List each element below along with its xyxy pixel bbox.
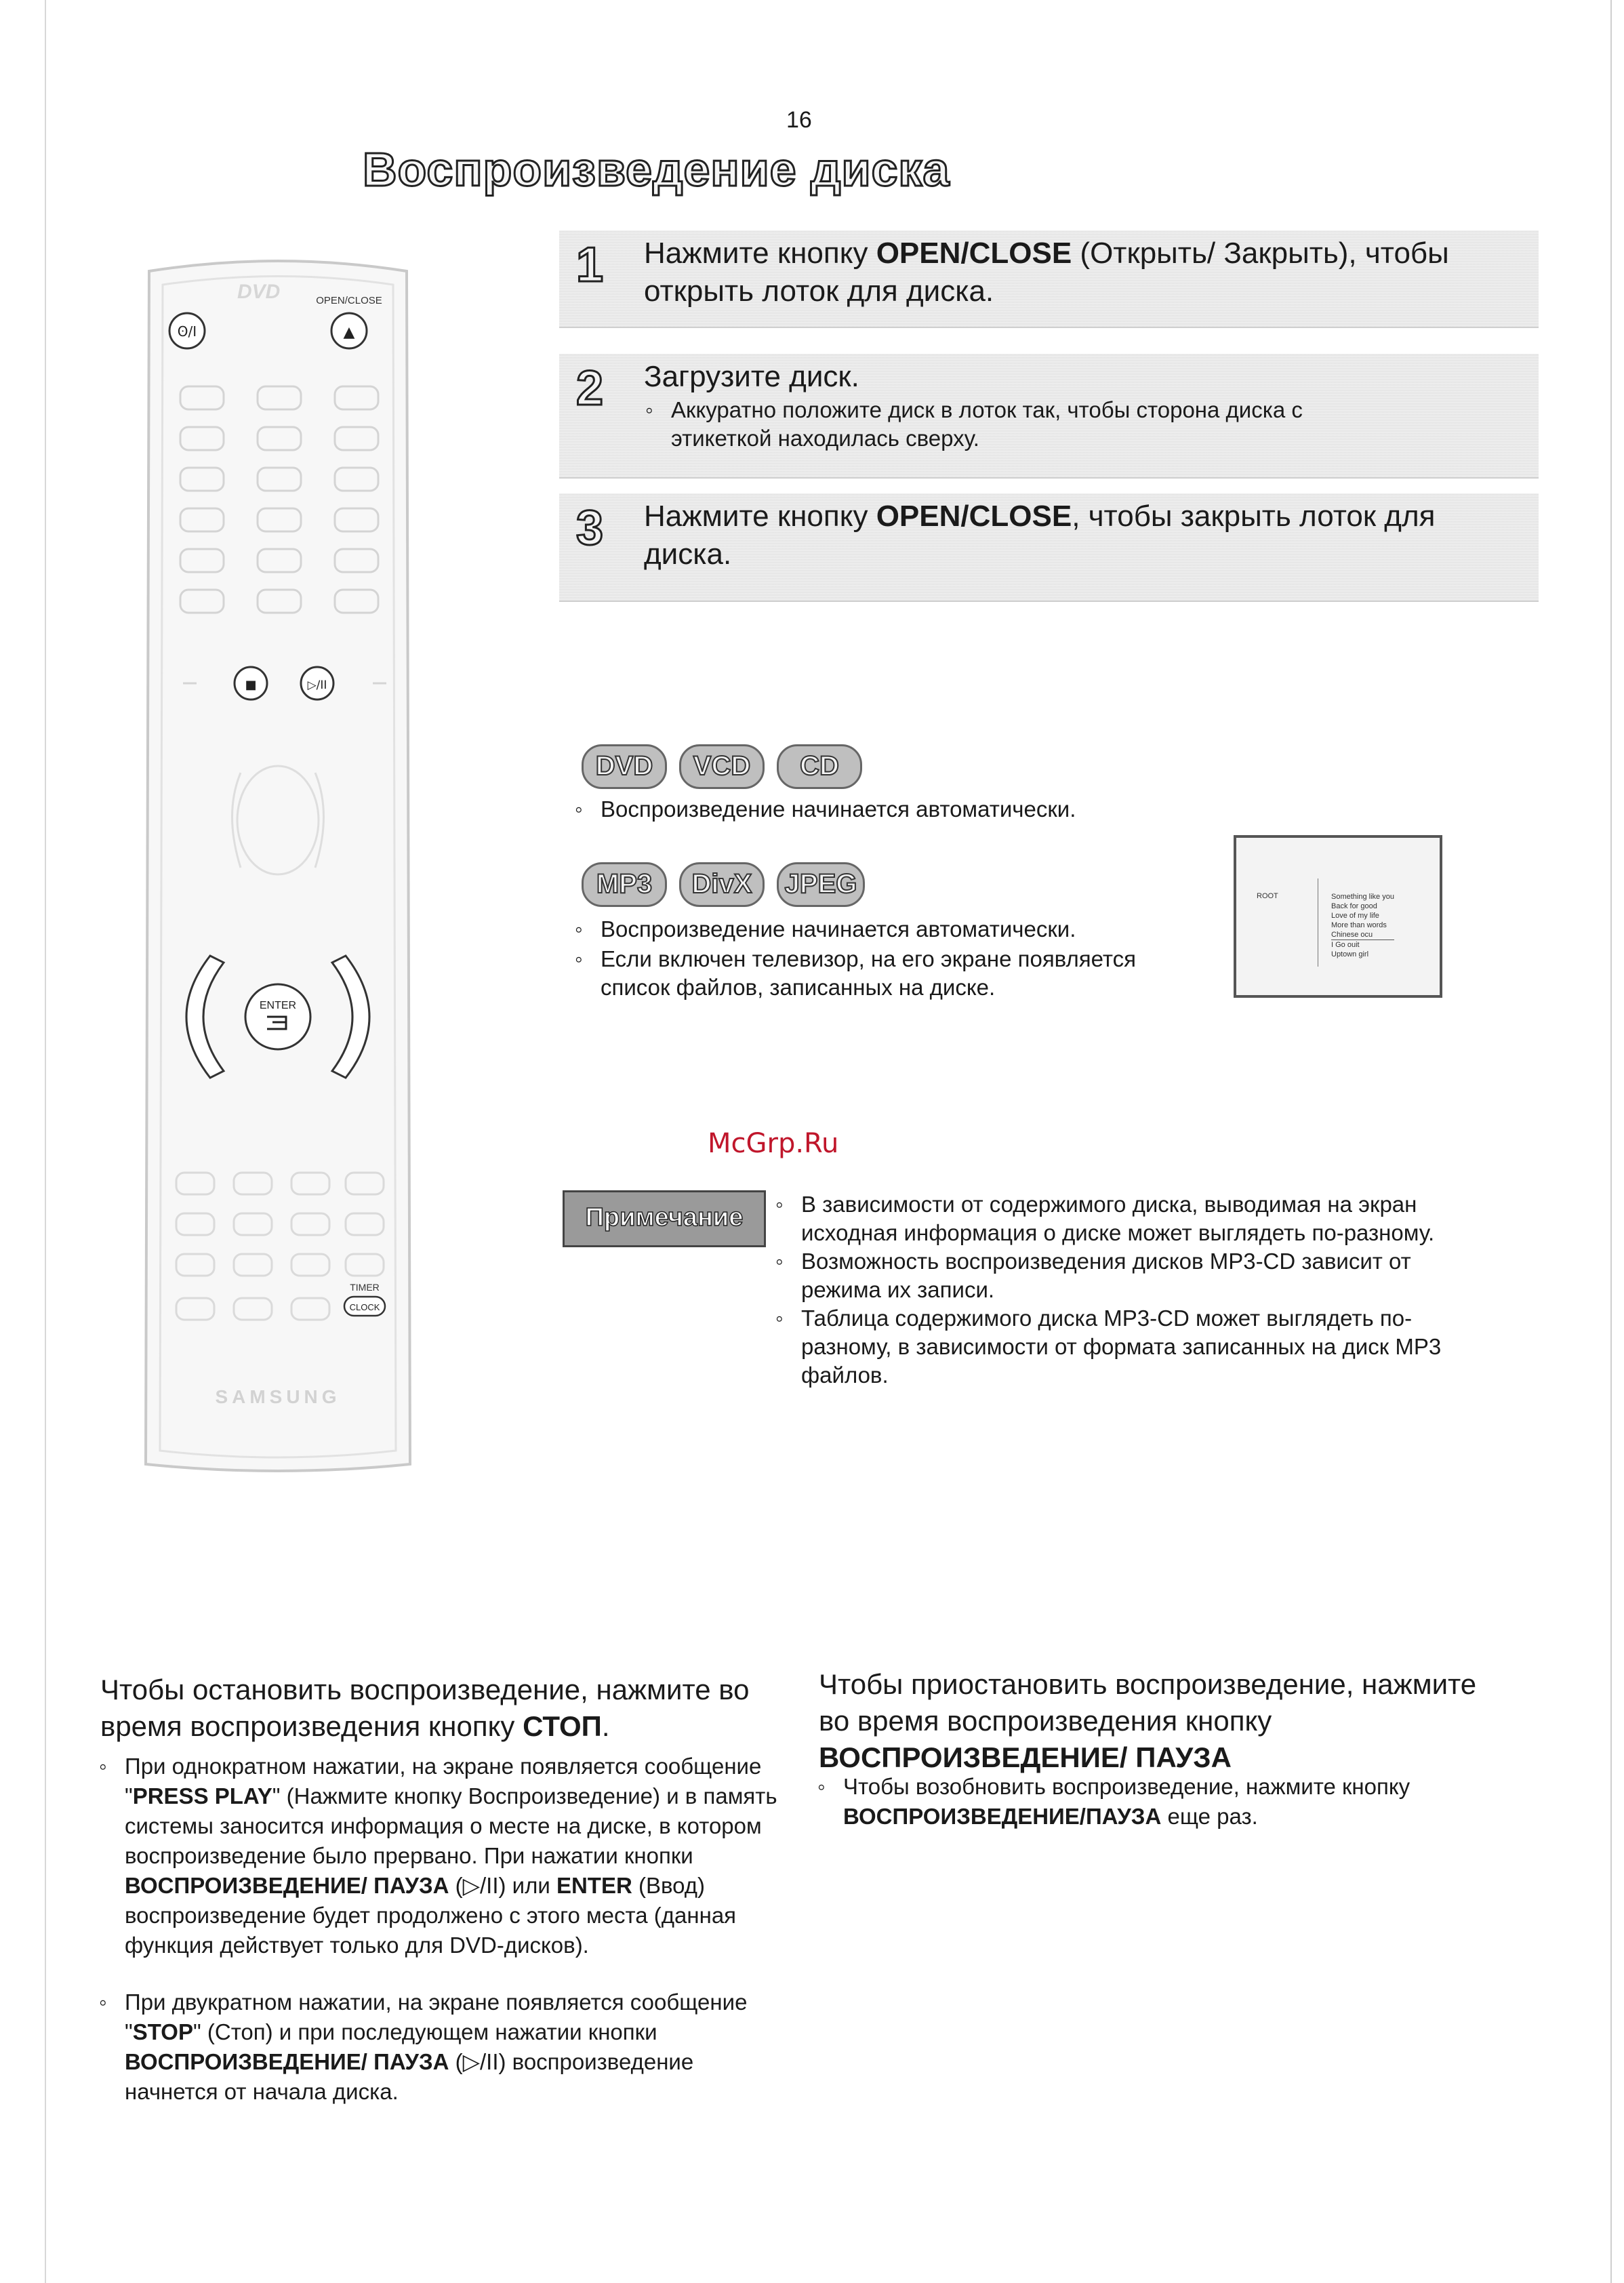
stop-bullet-1: ◦ При однократном нажатии, на экране появляется сообщение "PRESS PLAY" (Нажмите кнопку Воспроизведение) и в память системы заносится информация о месте на диске, в котором воспроизведение было прервано. При нажатии кнопки ВОСПРОИЗВЕДЕНИЕ/ ПАУЗА (▷/II) или ENTER (Ввод) воспроизведение будет продолжено с этого места (данная функция действует только для DVD-дисков).: [125, 1752, 789, 1960]
cd-badge: CD: [777, 744, 862, 789]
step-3-box: [559, 493, 1539, 602]
clock-label: CLOCK: [349, 1302, 380, 1312]
stop-heading: Чтобы остановить воспроизведение, нажмите во время воспроизведения кнопку СТОП.: [100, 1674, 750, 1742]
step-2-sub: ◦ Аккуратно положите диск в лоток так, чтобы сторона диска с этикеткой находилась сверху.: [671, 396, 1389, 453]
step-1-text: Нажмите кнопку OPEN/CLOSE (Открыть/ Закрыть), чтобы открыть лоток для диска.: [644, 237, 1449, 308]
screen-file: More than words: [1331, 921, 1387, 929]
jpeg-badge: JPEG: [777, 862, 865, 907]
group-2-bullet-2: ◦ Если включен телевизор, на его экране появляется список файлов, записанных на диске.: [601, 945, 1177, 1002]
watermark: McGrp.Ru: [708, 1128, 839, 1159]
divx-badge: DivX: [679, 862, 765, 907]
timer-label: TIMER: [350, 1282, 380, 1293]
remote-logo: DVD: [237, 281, 281, 303]
step-1-box: [559, 230, 1539, 328]
mp3-badge: MP3: [582, 862, 667, 907]
group-2-bullet-1: ◦ Воспроизведение начинается автоматически.: [601, 915, 1211, 944]
group-1-bullet: ◦ Воспроизведение начинается автоматически.: [601, 795, 1211, 824]
page-title: Воспроизведение диска: [363, 143, 950, 196]
eject-symbol: ▲: [343, 324, 355, 341]
screen-file: I Go ouit: [1331, 941, 1360, 949]
dvd-badge: DVD: [582, 744, 667, 789]
page-number: 16: [786, 107, 812, 133]
screen-file: Love of my life: [1331, 912, 1379, 920]
screen-file: Back for good: [1331, 902, 1377, 910]
screen-root-label: ROOT: [1257, 892, 1278, 900]
step-1-number: 1: [576, 238, 604, 292]
stop-bullet-2: ◦ При двукратном нажатии, на экране появляется сообщение "STOP" (Стоп) и при последующем нажатии кнопки ВОСПРОИЗВЕДЕНИЕ/ ПАУЗА (▷/II) воспроизведение начнется от начала диска.: [125, 1987, 789, 2107]
screen-file-list: [1331, 892, 1394, 959]
remote-open-close-label: OPEN/CLOSE: [316, 295, 382, 306]
note-bullet-1: ◦ В зависимости от содержимого диска, выводимая на экран исходная информация о диске может выглядеть по-разному.: [801, 1190, 1486, 1247]
left-scan-edge: [45, 0, 46, 2283]
screen-file: Something like you: [1331, 893, 1394, 901]
pause-heading: Чтобы приостановить воспроизведение, нажмите во время воспроизведения кнопку ВОСПРОИЗВЕДЕНИЕ/ ПАУЗА: [819, 1668, 1477, 1773]
step-2-text: Загрузите диск.: [644, 360, 859, 393]
power-symbol: ʘ/I: [177, 323, 197, 340]
screen-file: Chinese ocu: [1331, 930, 1394, 940]
step-3-number: 3: [576, 501, 604, 555]
screen-file: Uptown girl: [1331, 950, 1369, 958]
remote-brand: SAMSUNG: [215, 1386, 341, 1407]
step-2-number: 2: [576, 361, 604, 416]
play-pause-symbol: ▷/II: [307, 679, 327, 692]
right-scan-edge: [1610, 0, 1612, 2283]
remote-control-illustration: [122, 258, 434, 1478]
note-badge: Примечание: [563, 1190, 766, 1247]
note-bullet-3: ◦ Таблица содержимого диска MP3-CD может выглядеть по-разному, в зависимости от формата записанных на диск MP3 файлов.: [801, 1304, 1486, 1390]
stop-symbol: ■: [245, 678, 257, 692]
note-bullet-2: ◦ Возможность воспроизведения дисков MP3-CD зависит от режима их записи.: [801, 1247, 1486, 1304]
vcd-badge: VCD: [679, 744, 765, 789]
file-list-screen: [1234, 835, 1442, 998]
enter-label: ENTER: [259, 1000, 297, 1011]
step-3-text: Нажмите кнопку OPEN/CLOSE, чтобы закрыть лоток для диска.: [644, 500, 1436, 571]
pause-bullet: ◦ Чтобы возобновить воспроизведение, нажмите кнопку ВОСПРОИЗВЕДЕНИЕ/ПАУЗА еще раз.: [843, 1772, 1507, 1832]
step-2-box: [559, 354, 1539, 479]
